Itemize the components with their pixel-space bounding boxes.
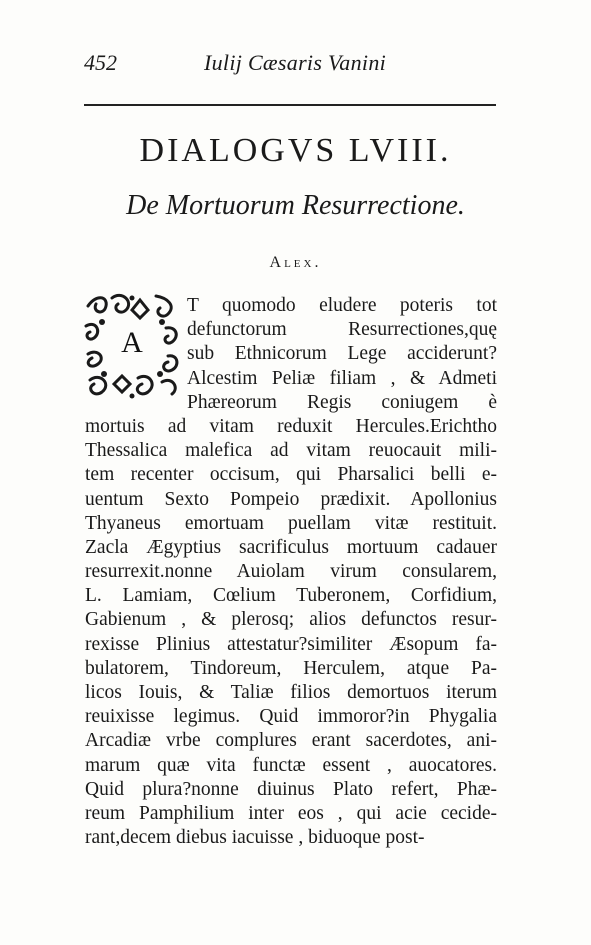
dialogue-subtitle: De Mortuorum Resurrectione. bbox=[126, 190, 465, 221]
text-line: Phæreorum Regis coniugem è bbox=[187, 391, 497, 413]
text-line: Thessalica malefica ad vitam reuocauit mili- bbox=[85, 440, 497, 462]
text-line: uentum Sexto Pompeio prædixit. Apollonius bbox=[85, 488, 497, 510]
text-line: Gabienum , & plerosq; alios defunctos resur- bbox=[85, 609, 497, 631]
text-line: tem recenter occisum, qui Pharsalici belli e- bbox=[85, 464, 497, 486]
text-line: Zacla Ægyptius sacrificulus mortuum cadauer bbox=[85, 536, 497, 558]
text-line: rant,decem diebus iacuisse , biduoque post- bbox=[85, 827, 425, 849]
text-line: Arcadiæ vrbe complures erant sacerdotes, ani- bbox=[85, 730, 497, 752]
text-line: reum Pamphilium inter eos , qui acie cecide- bbox=[85, 802, 497, 824]
speaker-name: Alex. bbox=[269, 254, 322, 271]
text-line: rexisse Plinius attestatur?similiter Æsopum fa- bbox=[85, 633, 497, 655]
text-line: bulatorem, Tindoreum, Herculem, atque Pa- bbox=[85, 657, 497, 679]
dialogue-title: DIALOGVS LVIII. bbox=[139, 132, 452, 169]
text-line: Thyaneus emortuam puellam vitæ restituit. bbox=[85, 512, 497, 534]
text-line: defunctorum Resurrectiones,quę bbox=[187, 319, 497, 341]
text-line: T quomodo eludere poteris tot bbox=[187, 295, 497, 316]
text-line: sub Ethnicorum Lege acciderunt? bbox=[187, 343, 497, 365]
text-line: Quid plura?nonne diuinus Plato refert, Phæ- bbox=[85, 778, 497, 800]
body-text bbox=[85, 294, 497, 850]
header-rule bbox=[84, 104, 496, 106]
text-line: resurrexit.nonne Auiolam virum consularem, bbox=[85, 561, 497, 583]
text-line: mortuis ad vitam reduxit Hercules.Erichtho bbox=[85, 415, 497, 437]
text-line: reuixisse legimus. Quid immoror?in Phygalia bbox=[85, 706, 497, 728]
text-line: Alcestim Peliæ filiam , & Admeti bbox=[187, 367, 497, 389]
running-title: Iulij Cæsaris Vanini bbox=[204, 50, 387, 75]
drop-cap-letter: A bbox=[121, 326, 143, 359]
text-line: marum quæ vita functæ essent , auocatores. bbox=[85, 754, 497, 776]
text-line: licos Iouis, & Taliæ filios demortuos iterum bbox=[85, 682, 497, 703]
running-head bbox=[84, 50, 504, 80]
text-line: L. Lamiam, Cœlium Tuberonem, Corfidium, bbox=[85, 585, 497, 607]
page-number: 452 bbox=[84, 50, 117, 75]
